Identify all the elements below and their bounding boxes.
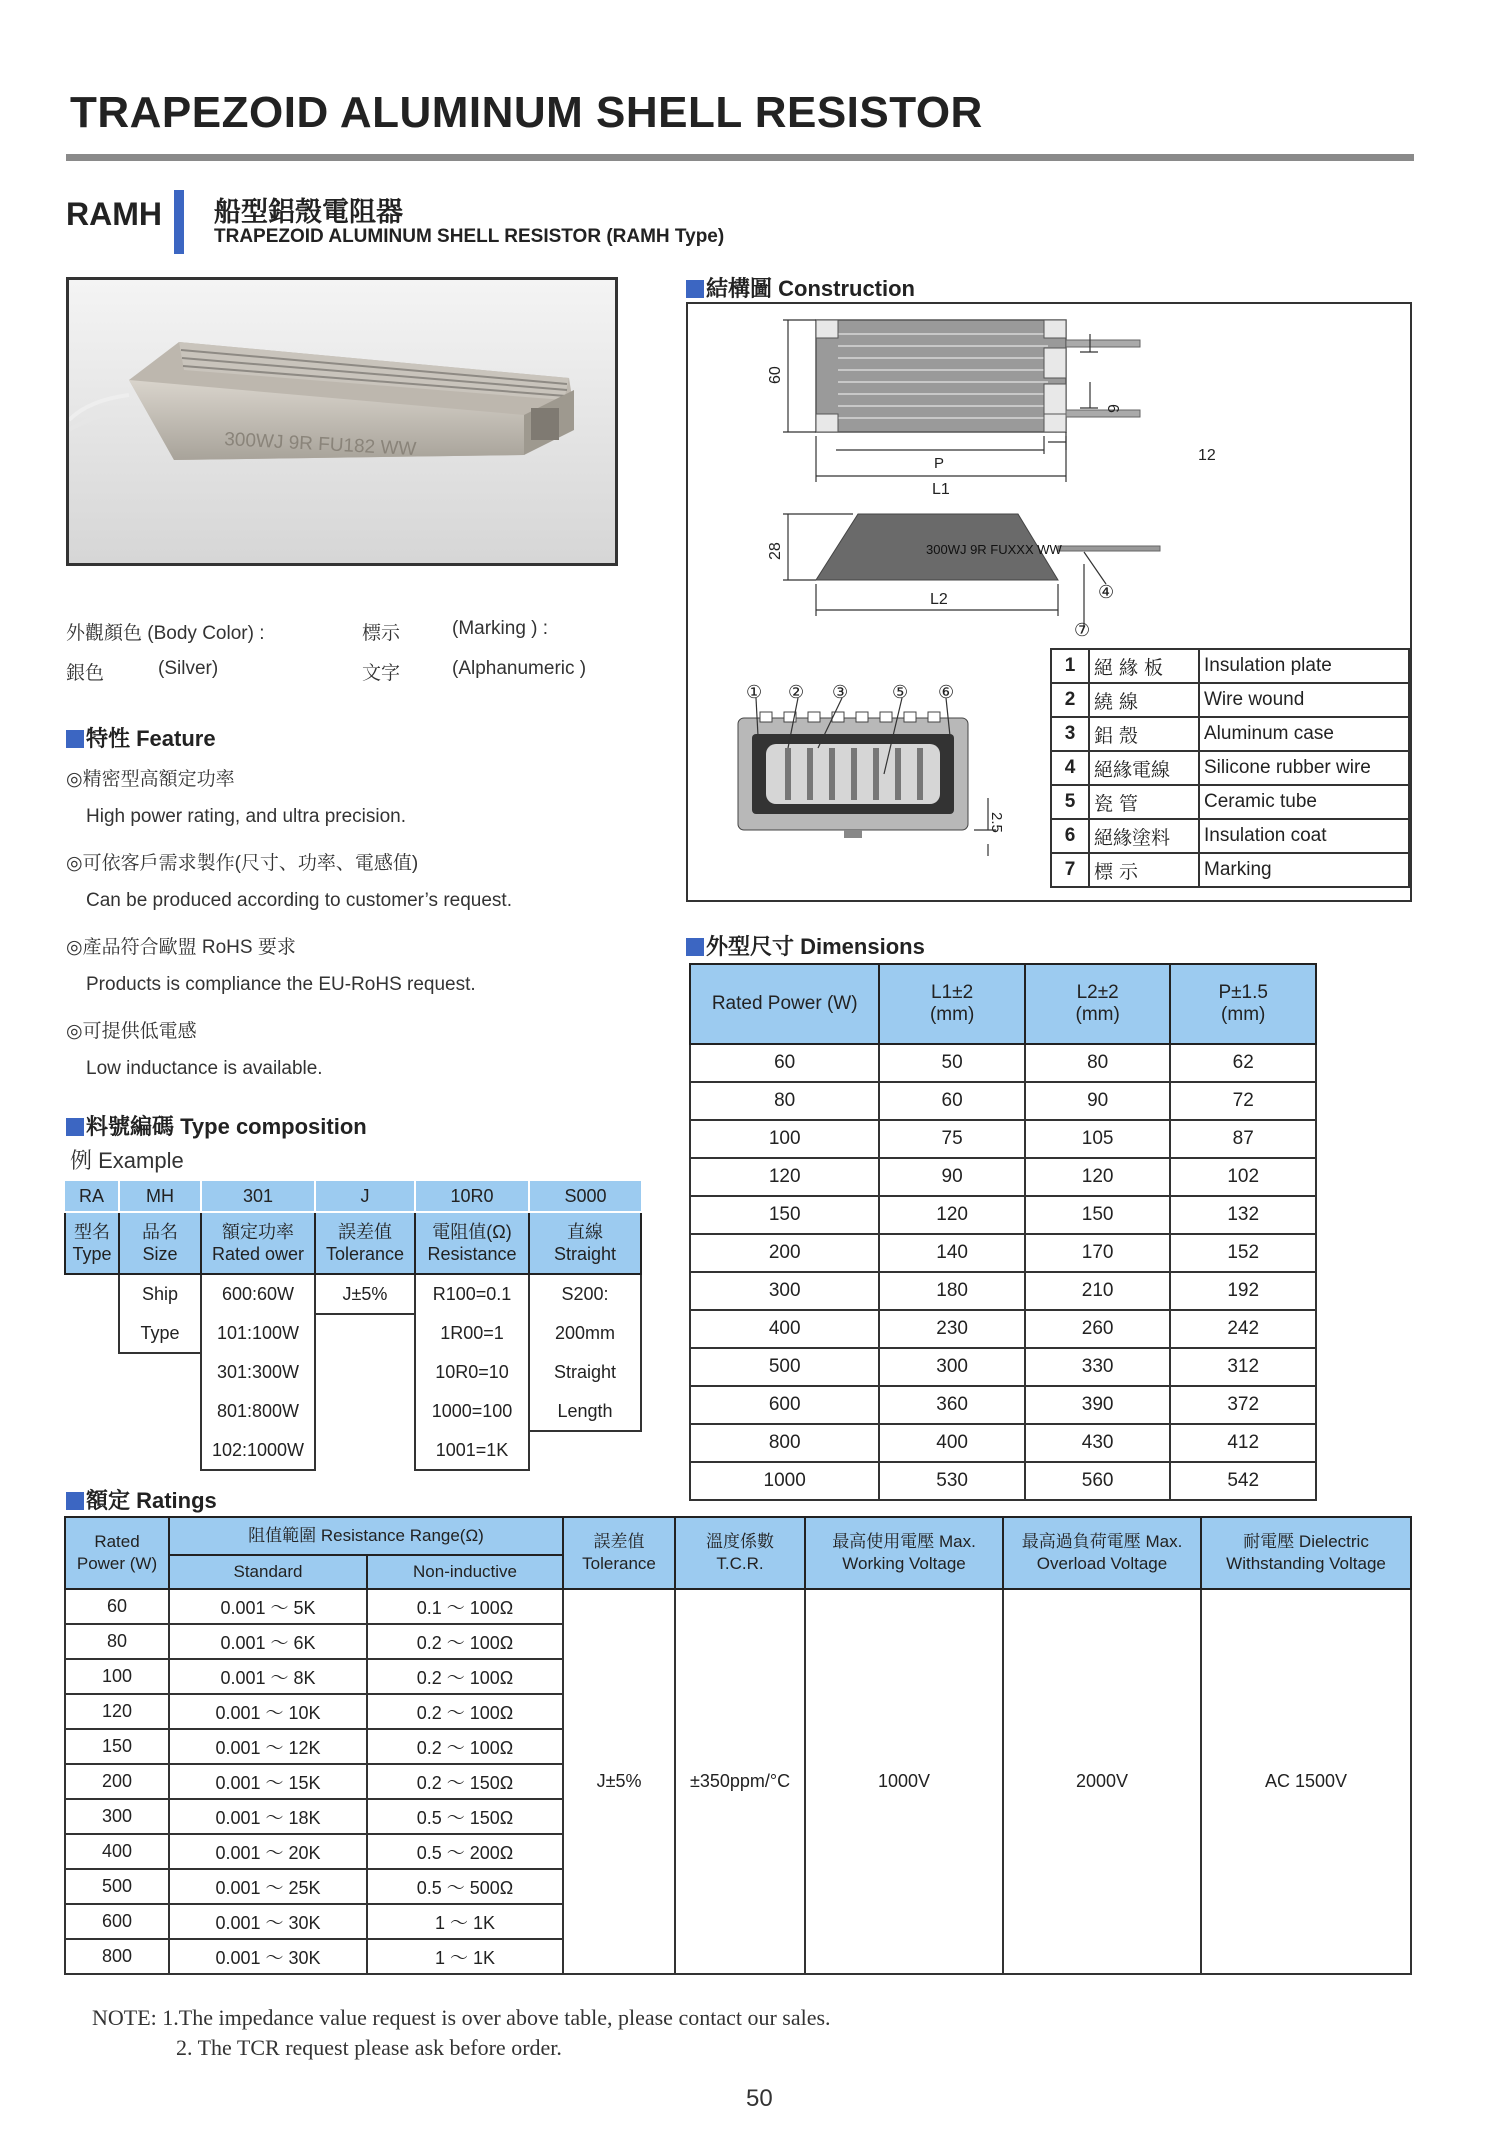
note-line-1: NOTE: 1.The impedance value request is over above table, please contact our sales. bbox=[92, 2005, 831, 2030]
dim-p-cell: 372 bbox=[1170, 1386, 1316, 1424]
dim-l1-cell: 120 bbox=[879, 1196, 1025, 1234]
dimensions-row bbox=[690, 1082, 1316, 1120]
page-title: TRAPEZOID ALUMINUM SHELL RESISTOR bbox=[70, 88, 983, 137]
legend-no: 5 bbox=[1051, 785, 1089, 819]
dim-l2-cell: 210 bbox=[1025, 1272, 1171, 1310]
legend-row bbox=[1051, 785, 1409, 819]
type-code: 301 bbox=[201, 1181, 315, 1212]
dimensions-row bbox=[690, 1120, 1316, 1158]
header-line: Withstanding Voltage bbox=[1226, 1554, 1386, 1573]
type-header-power bbox=[201, 1212, 315, 1274]
resistor-photo-illustration bbox=[69, 280, 615, 563]
ratings-heading-text: 額定 Ratings bbox=[86, 1488, 217, 1513]
ratings-header-noninductive: Non-inductive bbox=[367, 1555, 563, 1589]
straight-value: Length bbox=[529, 1392, 641, 1431]
ratings-noninductive-cell: 1 ～ 1K bbox=[367, 1904, 563, 1939]
construction-heading-text: 結構圖 Construction bbox=[706, 276, 915, 301]
legend-no: 7 bbox=[1051, 853, 1089, 887]
dim-power-cell: 80 bbox=[690, 1082, 879, 1120]
dim-power-cell: 100 bbox=[690, 1120, 879, 1158]
dim-l2-cell: 105 bbox=[1025, 1120, 1171, 1158]
legend-row bbox=[1051, 853, 1409, 887]
type-body-row bbox=[65, 1392, 641, 1431]
type-composition-heading-text: 料號編碼 Type composition bbox=[86, 1114, 367, 1139]
callout-6: ⑥ bbox=[938, 682, 955, 702]
body-color-cn: 銀色 bbox=[66, 663, 105, 684]
ratings-standard-cell: 0.001 ～ 5K bbox=[169, 1589, 367, 1624]
ratings-header-dielectric bbox=[1201, 1517, 1411, 1589]
legend-en: Marking bbox=[1199, 853, 1409, 887]
legend-en: Silicone rubber wire bbox=[1199, 751, 1409, 785]
header-line: 最高過負荷電壓 Max. bbox=[1021, 1532, 1183, 1551]
dim-height-side: 28 bbox=[767, 542, 784, 560]
type-code: 10R0 bbox=[415, 1181, 529, 1212]
dim-l2-cell: 390 bbox=[1025, 1386, 1171, 1424]
callout-1: ① bbox=[746, 682, 763, 702]
type-code: J bbox=[315, 1181, 415, 1212]
legend-en: Ceramic tube bbox=[1199, 785, 1409, 819]
callout-3: ③ bbox=[832, 682, 849, 702]
dim-height-top: 60 bbox=[767, 366, 784, 384]
ratings-power-cell: 120 bbox=[65, 1694, 169, 1729]
header-unit: (mm) bbox=[1075, 1004, 1120, 1025]
title-rule bbox=[66, 154, 1414, 161]
dim-l1: L1 bbox=[932, 481, 950, 498]
feature-heading-text: 特性 Feature bbox=[86, 726, 216, 751]
dim-l1-cell: 50 bbox=[879, 1044, 1025, 1082]
ratings-standard-cell: 0.001 ～ 18K bbox=[169, 1799, 367, 1834]
dim-power-cell: 1000 bbox=[690, 1462, 879, 1500]
callout-7: ⑦ bbox=[1074, 620, 1091, 640]
type-header-row bbox=[65, 1212, 641, 1274]
ratings-standard-cell: 0.001 ～ 25K bbox=[169, 1869, 367, 1904]
dim-p-cell: 412 bbox=[1170, 1424, 1316, 1462]
dimensions-row bbox=[690, 1044, 1316, 1082]
ratings-standard-cell: 0.001 ～ 30K bbox=[169, 1904, 367, 1939]
type-header-size bbox=[119, 1212, 201, 1274]
type-composition-example: 例 Example bbox=[70, 1148, 184, 1173]
ratings-standard-cell: 0.001 ～ 15K bbox=[169, 1764, 367, 1799]
dimensions-body bbox=[690, 1044, 1316, 1500]
feature-item-en: Can be produced according to customer’s request. bbox=[86, 890, 512, 911]
dim-l1-cell: 90 bbox=[879, 1158, 1025, 1196]
dim-p-cell: 87 bbox=[1170, 1120, 1316, 1158]
header-line: Working Voltage bbox=[842, 1554, 966, 1573]
feature-item-cn: ◎可提供低電感 bbox=[66, 1021, 197, 1042]
model-name-cn: 船型鋁殼電阻器 bbox=[214, 197, 403, 227]
dimensions-heading bbox=[686, 930, 925, 961]
dim-p-cell: 312 bbox=[1170, 1348, 1316, 1386]
ratings-standard-cell: 0.001 ～ 12K bbox=[169, 1729, 367, 1764]
ratings-power-cell: 800 bbox=[65, 1939, 169, 1974]
dim-lead-length: 12 bbox=[1198, 447, 1216, 464]
ratings-overload-cell: 2000V bbox=[1003, 1589, 1201, 1974]
ratings-noninductive-cell: 0.1 ～ 100Ω bbox=[367, 1589, 563, 1624]
legend-row bbox=[1051, 717, 1409, 751]
dim-power-cell: 150 bbox=[690, 1196, 879, 1234]
dim-p-cell: 542 bbox=[1170, 1462, 1316, 1500]
size-value: Ship bbox=[119, 1274, 201, 1314]
header-line: 誤差值 bbox=[593, 1532, 645, 1551]
header-en: Straight bbox=[553, 1244, 617, 1264]
dim-l2-cell: 80 bbox=[1025, 1044, 1171, 1082]
legend-no: 3 bbox=[1051, 717, 1089, 751]
ratings-noninductive-cell: 0.5 ～ 500Ω bbox=[367, 1869, 563, 1904]
feature-item-cn: ◎精密型高額定功率 bbox=[66, 769, 235, 790]
type-code: MH bbox=[119, 1181, 201, 1212]
header-line: L1±2 bbox=[931, 982, 974, 1003]
ratings-row bbox=[65, 1589, 1411, 1624]
dim-power-cell: 60 bbox=[690, 1044, 879, 1082]
dimensions-row bbox=[690, 1234, 1316, 1272]
ratings-standard-cell: 0.001 ～ 10K bbox=[169, 1694, 367, 1729]
ratings-header-power bbox=[65, 1517, 169, 1589]
note-line-2: 2. The TCR request please ask before order. bbox=[176, 2035, 562, 2060]
ratings-noninductive-cell: 0.5 ～ 150Ω bbox=[367, 1799, 563, 1834]
callout-4: ④ bbox=[1098, 582, 1115, 602]
type-header-straight bbox=[529, 1212, 641, 1274]
section-marker bbox=[66, 1492, 84, 1510]
straight-value: Straight bbox=[529, 1353, 641, 1392]
dim-power-cell: 600 bbox=[690, 1386, 879, 1424]
ratings-noninductive-cell: 0.2 ～ 100Ω bbox=[367, 1659, 563, 1694]
marking-value-en: (Alphanumeric ) bbox=[452, 658, 587, 679]
header-en: Tolerance bbox=[325, 1244, 405, 1264]
ratings-header-overload bbox=[1003, 1517, 1201, 1589]
ratings-standard-cell: 0.001 ～ 6K bbox=[169, 1624, 367, 1659]
dim-l1-cell: 140 bbox=[879, 1234, 1025, 1272]
ratings-standard-cell: 0.001 ～ 30K bbox=[169, 1939, 367, 1974]
power-value: 801:800W bbox=[201, 1392, 315, 1431]
dim-l2: L2 bbox=[930, 591, 948, 608]
dim-p-cell: 152 bbox=[1170, 1234, 1316, 1272]
feature-item-en: Products is compliance the EU-RoHS request. bbox=[86, 974, 476, 995]
ratings-noninductive-cell: 0.2 ～ 100Ω bbox=[367, 1694, 563, 1729]
dim-l2-cell: 260 bbox=[1025, 1310, 1171, 1348]
ratings-power-cell: 400 bbox=[65, 1834, 169, 1869]
header-line: 耐電壓 Dielectric bbox=[1243, 1532, 1369, 1551]
dim-l2-cell: 150 bbox=[1025, 1196, 1171, 1234]
dim-power-cell: 200 bbox=[690, 1234, 879, 1272]
header-en: Type bbox=[72, 1244, 112, 1264]
resistance-value: 1001=1K bbox=[415, 1431, 529, 1470]
dim-p-cell: 72 bbox=[1170, 1082, 1316, 1120]
type-body-row bbox=[65, 1274, 641, 1314]
header-cn: 品名 bbox=[142, 1222, 178, 1242]
marking-value-cn: 文字 bbox=[362, 663, 401, 684]
header-unit: (mm) bbox=[1221, 1004, 1266, 1025]
dim-l1-cell: 180 bbox=[879, 1272, 1025, 1310]
type-code: S000 bbox=[529, 1181, 641, 1212]
dimensions-row bbox=[690, 1424, 1316, 1462]
ratings-tcr-cell: ±350ppm/°C bbox=[675, 1589, 805, 1974]
type-header-type bbox=[65, 1212, 119, 1274]
size-value: Type bbox=[119, 1314, 201, 1353]
ratings-heading bbox=[66, 1484, 217, 1515]
callout-5: ⑤ bbox=[892, 682, 909, 702]
side-marking: 300WJ 9R FUXXX WW bbox=[926, 542, 1062, 557]
dimensions-row bbox=[690, 1272, 1316, 1310]
dimensions-row bbox=[690, 1386, 1316, 1424]
model-accent-bar bbox=[174, 190, 184, 254]
header-en: Rated ower bbox=[211, 1244, 305, 1264]
legend-no: 1 bbox=[1051, 649, 1089, 683]
dim-cross: 2.5 bbox=[988, 812, 1005, 833]
section-marker bbox=[66, 730, 84, 748]
dimensions-row bbox=[690, 1310, 1316, 1348]
power-value: 600:60W bbox=[201, 1274, 315, 1314]
legend-en: Wire wound bbox=[1199, 683, 1409, 717]
legend-en: Insulation plate bbox=[1199, 649, 1409, 683]
power-value: 301:300W bbox=[201, 1353, 315, 1392]
header-cn: 型名 bbox=[74, 1222, 110, 1242]
ratings-working-cell: 1000V bbox=[805, 1589, 1003, 1974]
dimensions-header-row bbox=[690, 964, 1316, 1044]
dim-p-cell: 192 bbox=[1170, 1272, 1316, 1310]
ratings-power-cell: 100 bbox=[65, 1659, 169, 1694]
header-line: Overload Voltage bbox=[1036, 1554, 1168, 1573]
dimensions-row bbox=[690, 1196, 1316, 1234]
ratings-tolerance-cell: J±5% bbox=[563, 1589, 675, 1974]
dim-l1-cell: 60 bbox=[879, 1082, 1025, 1120]
ratings-header-standard: Standard bbox=[169, 1555, 367, 1589]
legend-cn: 絕緣塗料 bbox=[1089, 819, 1199, 853]
header-cn: 直線 bbox=[567, 1222, 603, 1242]
dim-l2-cell: 560 bbox=[1025, 1462, 1171, 1500]
type-composition-table bbox=[64, 1181, 642, 1471]
dim-l1-cell: 230 bbox=[879, 1310, 1025, 1348]
header-line: Tolerance bbox=[582, 1554, 656, 1573]
legend-no: 6 bbox=[1051, 819, 1089, 853]
header-cn: 額定功率 bbox=[222, 1222, 294, 1242]
dim-l1-cell: 300 bbox=[879, 1348, 1025, 1386]
dim-header-l2 bbox=[1025, 964, 1171, 1044]
legend-en: Insulation coat bbox=[1199, 819, 1409, 853]
feature-heading bbox=[66, 722, 216, 753]
legend-row bbox=[1051, 649, 1409, 683]
dim-l2-cell: 170 bbox=[1025, 1234, 1171, 1272]
type-composition-heading bbox=[66, 1110, 367, 1141]
body-color-label: 外觀顏色 (Body Color) : bbox=[66, 623, 265, 644]
product-photo bbox=[66, 277, 618, 566]
ratings-noninductive-cell: 0.2 ～ 150Ω bbox=[367, 1764, 563, 1799]
type-header-tolerance bbox=[315, 1212, 415, 1274]
dim-l1-cell: 530 bbox=[879, 1462, 1025, 1500]
ratings-header-row bbox=[65, 1517, 1411, 1555]
model-code: RAMH bbox=[66, 196, 162, 232]
legend-cn: 鋁殼 bbox=[1089, 717, 1199, 751]
dimensions-row bbox=[690, 1348, 1316, 1386]
callout-2: ② bbox=[788, 682, 805, 702]
dimensions-table bbox=[689, 963, 1317, 1501]
ratings-table bbox=[64, 1516, 1412, 1975]
ratings-power-cell: 600 bbox=[65, 1904, 169, 1939]
ratings-power-cell: 300 bbox=[65, 1799, 169, 1834]
ratings-standard-cell: 0.001 ～ 20K bbox=[169, 1834, 367, 1869]
resistance-value: 1000=100 bbox=[415, 1392, 529, 1431]
dimensions-row bbox=[690, 1462, 1316, 1500]
marking-label-en: (Marking ) : bbox=[452, 618, 549, 639]
ratings-power-cell: 80 bbox=[65, 1624, 169, 1659]
dim-l2-cell: 90 bbox=[1025, 1082, 1171, 1120]
ratings-dielectric-cell: AC 1500V bbox=[1201, 1589, 1411, 1974]
type-code-row bbox=[65, 1181, 641, 1212]
dim-l2-cell: 430 bbox=[1025, 1424, 1171, 1462]
ratings-power-cell: 200 bbox=[65, 1764, 169, 1799]
section-marker bbox=[686, 280, 704, 298]
feature-item-en: Low inductance is available. bbox=[86, 1058, 323, 1079]
dim-l1-cell: 75 bbox=[879, 1120, 1025, 1158]
note bbox=[92, 2003, 831, 2063]
power-value: 102:1000W bbox=[201, 1431, 315, 1470]
header-cn: 誤差值 bbox=[338, 1222, 392, 1242]
dim-p-cell: 62 bbox=[1170, 1044, 1316, 1082]
header-line: Rated bbox=[94, 1532, 140, 1551]
resistance-value: 1R00=1 bbox=[415, 1314, 529, 1353]
ratings-power-cell: 60 bbox=[65, 1589, 169, 1624]
header-line: 溫度係數 bbox=[706, 1532, 775, 1551]
dimensions-row bbox=[690, 1158, 1316, 1196]
dim-p-cell: 102 bbox=[1170, 1158, 1316, 1196]
page-number: 50 bbox=[746, 2085, 773, 2112]
legend-cn: 絕緣板 bbox=[1089, 649, 1199, 683]
dim-header-power: Rated Power (W) bbox=[690, 964, 879, 1044]
header-line: Power (W) bbox=[76, 1554, 158, 1573]
type-header-resistance bbox=[415, 1212, 529, 1274]
feature-item-en: High power rating, and ultra precision. bbox=[86, 806, 407, 827]
header-unit: (mm) bbox=[929, 1004, 975, 1025]
ratings-noninductive-cell: 0.2 ～ 100Ω bbox=[367, 1729, 563, 1764]
model-name-en: TRAPEZOID ALUMINUM SHELL RESISTOR (RAMH Type) bbox=[214, 226, 725, 247]
feature-item-cn: ◎可依客戶需求製作(尺寸、功率、電感值) bbox=[66, 853, 419, 874]
legend-cn: 標示 bbox=[1089, 853, 1199, 887]
dim-p: P bbox=[934, 455, 945, 472]
dim-header-p bbox=[1170, 964, 1316, 1044]
ratings-header-tcr bbox=[675, 1517, 805, 1589]
ratings-noninductive-cell: 1 ～ 1K bbox=[367, 1939, 563, 1974]
type-code: RA bbox=[65, 1181, 119, 1212]
ratings-header-tolerance bbox=[563, 1517, 675, 1589]
type-body-row bbox=[65, 1314, 641, 1353]
header-cn: 電阻值(Ω) bbox=[432, 1222, 512, 1242]
ratings-noninductive-cell: 0.2 ～ 100Ω bbox=[367, 1624, 563, 1659]
legend-no: 2 bbox=[1051, 683, 1089, 717]
legend-cn: 瓷管 bbox=[1089, 785, 1199, 819]
construction-legend bbox=[1050, 648, 1410, 888]
header-line: T.C.R. bbox=[716, 1554, 764, 1573]
legend-row bbox=[1051, 751, 1409, 785]
type-body-row bbox=[65, 1353, 641, 1392]
ratings-body bbox=[65, 1589, 1411, 1974]
header-line: P±1.5 bbox=[1218, 982, 1268, 1003]
legend-cn: 繞線 bbox=[1089, 683, 1199, 717]
resistance-value: R100=0.1 bbox=[415, 1274, 529, 1314]
dim-l2-cell: 120 bbox=[1025, 1158, 1171, 1196]
ratings-header-range: 阻值範圍 Resistance Range(Ω) bbox=[169, 1517, 563, 1555]
resistance-value: 10R0=10 bbox=[415, 1353, 529, 1392]
section-marker bbox=[686, 938, 704, 956]
legend-row bbox=[1051, 819, 1409, 853]
straight-value: S200: bbox=[529, 1274, 641, 1314]
dim-l1-cell: 360 bbox=[879, 1386, 1025, 1424]
body-color-value: (Silver) bbox=[158, 658, 219, 679]
dim-l1-cell: 400 bbox=[879, 1424, 1025, 1462]
ratings-header-working bbox=[805, 1517, 1003, 1589]
ratings-power-cell: 150 bbox=[65, 1729, 169, 1764]
marking-label-cn: 標示 bbox=[362, 623, 401, 644]
legend-en: Aluminum case bbox=[1199, 717, 1409, 751]
dimensions-heading-text: 外型尺寸 Dimensions bbox=[706, 934, 925, 959]
ratings-power-cell: 500 bbox=[65, 1869, 169, 1904]
photo-marking: 300WJ 9R FU182 WW bbox=[223, 429, 417, 461]
legend-no: 4 bbox=[1051, 751, 1089, 785]
header-line: L2±2 bbox=[1076, 982, 1119, 1003]
power-value: 101:100W bbox=[201, 1314, 315, 1353]
straight-value: 200mm bbox=[529, 1314, 641, 1353]
dim-power-cell: 120 bbox=[690, 1158, 879, 1196]
dim-power-cell: 500 bbox=[690, 1348, 879, 1386]
ratings-standard-cell: 0.001 ～ 8K bbox=[169, 1659, 367, 1694]
dim-p-cell: 132 bbox=[1170, 1196, 1316, 1234]
header-en: Resistance bbox=[427, 1244, 517, 1264]
tolerance-value: J±5% bbox=[315, 1274, 415, 1314]
construction-heading bbox=[686, 272, 915, 303]
ratings-noninductive-cell: 0.5 ～ 200Ω bbox=[367, 1834, 563, 1869]
dim-power-cell: 800 bbox=[690, 1424, 879, 1462]
legend-row bbox=[1051, 683, 1409, 717]
dim-header-l1 bbox=[879, 964, 1025, 1044]
dim-power-cell: 300 bbox=[690, 1272, 879, 1310]
legend-cn: 絕緣電線 bbox=[1089, 751, 1199, 785]
dim-lead-gap: 6 bbox=[1104, 404, 1121, 413]
header-en: Size bbox=[142, 1244, 178, 1264]
dim-p-cell: 242 bbox=[1170, 1310, 1316, 1348]
feature-item-cn: ◎產品符合歐盟 RoHS 要求 bbox=[66, 937, 296, 958]
dim-l2-cell: 330 bbox=[1025, 1348, 1171, 1386]
dim-power-cell: 400 bbox=[690, 1310, 879, 1348]
type-body-row bbox=[65, 1431, 641, 1470]
section-marker bbox=[66, 1118, 84, 1136]
header-line: 最高使用電壓 Max. bbox=[832, 1532, 976, 1551]
